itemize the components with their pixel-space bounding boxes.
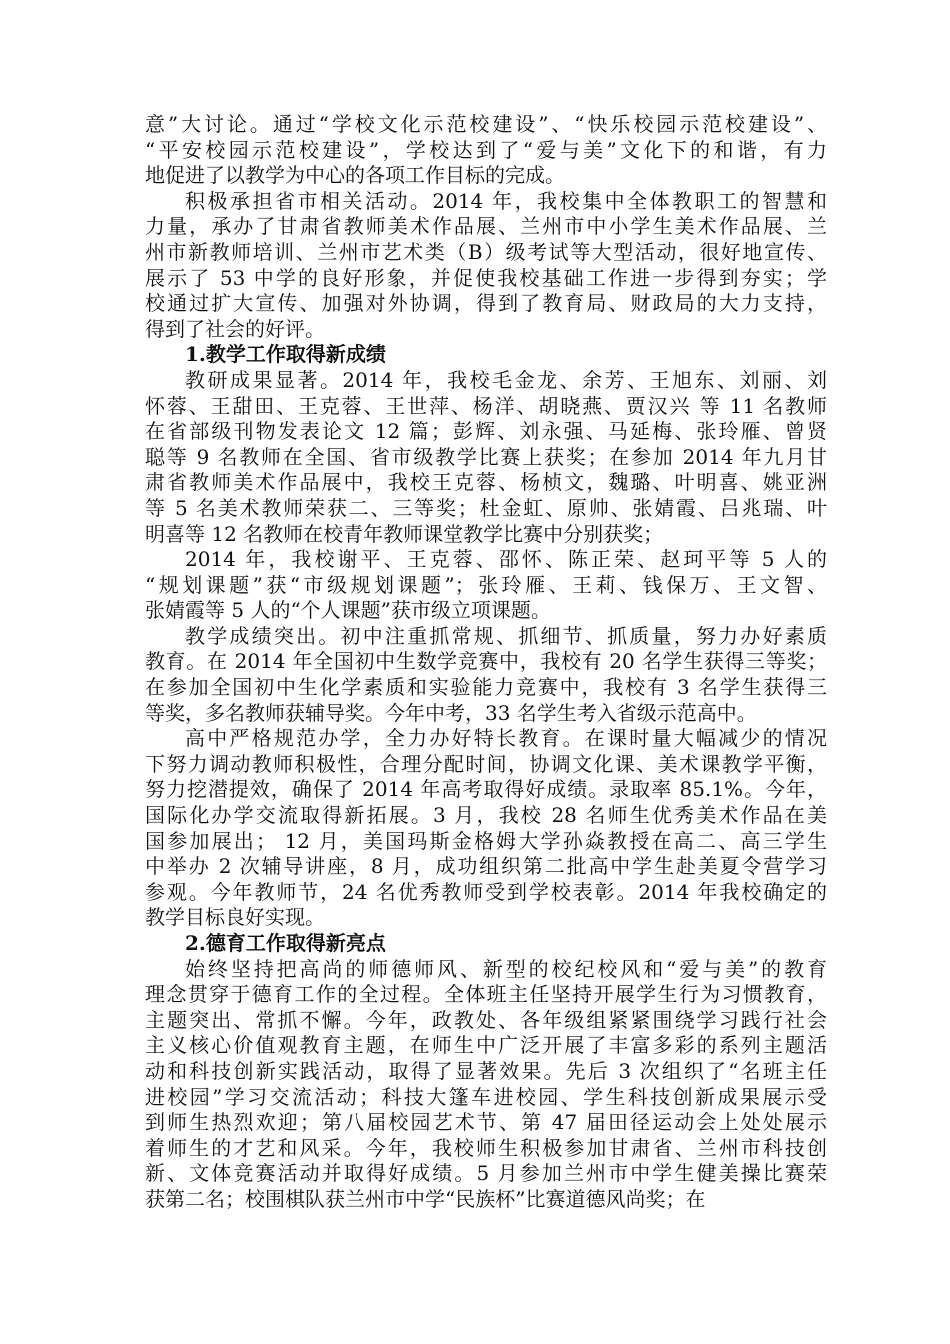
text-line: 参观。今年教师节，24 名优秀教师受到学校表彰。2014 年我校确定的 (145, 879, 827, 904)
text-line: 新、文体竞赛活动并取得好成绩。5 月参加兰州市中学生健美操比赛荣 (145, 1161, 827, 1186)
text-line: 努力挖潜提效，确保了 2014 年高考取得好成绩。录取率 85.1%。今年， (145, 777, 827, 802)
text-line: 校通过扩大宣传、加强对外协调，得到了教育局、财政局的大力支持， (145, 291, 827, 316)
document-page (145, 112, 827, 1213)
text-line: 肃省教师美术作品展中，我校王克蓉、杨桢文，魏璐、叶明喜、姚亚洲 (145, 470, 827, 495)
text-line: 地促进了以教学为中心的各项工作目标的完成。 (145, 163, 565, 188)
text-line: 教研成果显著。2014 年，我校毛金龙、余芳、王旭东、刘丽、刘 (185, 367, 827, 392)
section-heading: 2.德育工作取得新亮点 (185, 931, 386, 955)
text-line: 教学目标良好实现。 (145, 905, 325, 930)
text-line: 2014 年，我校谢平、王克蓉、邵怀、陈正荣、赵珂平等 5 人的 (185, 547, 827, 572)
text-line: 教学成绩突出。初中注重抓常规、抓细节、抓质量，努力办好素质 (185, 623, 827, 648)
text-line: 获第二名；校围棋队获兰州市中学“民族杯”比赛道德风尚奖；在 (145, 1186, 706, 1211)
text-line: 展示了 53 中学的良好形象，并促使我校基础工作进一步得到夯实；学 (145, 265, 827, 290)
text-line: 聪等 9 名教师在全国、省市级教学比赛上获奖；在参加 2014 年九月甘 (145, 444, 827, 469)
text-line: 怀蓉、王甜田、王克蓉、王世萍、杨洋、胡晓燕、贾汉兴 等 11 名教师 (145, 393, 827, 418)
text-line: “平安校园示范校建设”，学校达到了“爱与美”文化下的和谐，有力 (145, 137, 827, 162)
text-line: 主义核心价值观教育主题，在师生中广泛开展了丰富多彩的系列主题活 (145, 1033, 827, 1058)
text-line: “规划课题”获“市级规划课题”；张玲雁、王莉、钱保万、王文智、 (145, 572, 827, 597)
text-line: 着师生的才艺和风采。今年，我校师生积极参加甘肃省、兰州市科技创 (145, 1135, 827, 1160)
text-line: 中举办 2 次辅导讲座，8 月，成功组织第二批高中学生赴美夏令营学习 (145, 854, 827, 879)
text-line: 动和科技创新实践活动，取得了显著效果。先后 3 次组织了“名班主任 (145, 1058, 827, 1083)
text-line: 等 5 名美术教师荣获二、三等奖；杜金虹、原帅、张婧霞、吕兆瑞、叶 (145, 495, 827, 520)
text-line: 州市新教师培训、兰州市艺术类（B）级考试等大型活动，很好地宣传、 (145, 239, 827, 264)
text-line: 张婧霞等 5 人的“个人课题”获市级立项课题。 (145, 598, 551, 623)
text-line: 明喜等 12 名教师在校青年教师课堂教学比赛中分别获奖； (145, 521, 664, 546)
text-line: 等奖，多名教师获辅导奖。今年中考，33 名学生考入省级示范高中。 (145, 700, 757, 725)
text-line: 得到了社会的好评。 (145, 316, 325, 341)
text-line: 始终坚持把高尚的师德师风、新型的校纪校风和“爱与美”的教育 (185, 956, 827, 981)
text-line: 力量，承办了甘肃省教师美术作品展、兰州市中小学生美术作品展、兰 (145, 214, 827, 239)
text-line: 国参加展出； 12 月，美国玛斯金格姆大学孙焱教授在高二、高三学生 (145, 828, 827, 853)
text-line: 理念贯穿于德育工作的全过程。全体班主任坚持开展学生行为习惯教育， (145, 982, 827, 1007)
text-line: 积极承担省市相关活动。2014 年，我校集中全体教职工的智慧和 (185, 188, 827, 213)
text-line: 意”大讨论。通过“学校文化示范校建设”、“快乐校园示范校建设”、 (145, 112, 827, 136)
text-line: 国际化办学交流取得新拓展。3 月，我校 28 名师生优秀美术作品在美 (145, 803, 827, 828)
text-line: 在参加全国初中生化学素质和实验能力竞赛中，我校有 3 名学生获得三 (145, 675, 827, 700)
text-line: 高中严格规范办学，全力办好特长教育。在课时量大幅减少的情况 (185, 726, 827, 751)
text-line: 教育。在 2014 年全国初中生数学竞赛中，我校有 20 名学生获得三等奖； (145, 649, 827, 674)
text-line: 下努力调动教师积极性，合理分配时间，协调文化课、美术课教学平衡， (145, 751, 827, 776)
section-heading: 1.教学工作取得新成绩 (185, 342, 386, 367)
text-line: 主题突出、常抓不懈。今年，政教处、各年级组紧紧围绕学习践行社会 (145, 1007, 827, 1032)
text-line: 到师生热烈欢迎；第八届校园艺术节、第 47 届田径运动会上处处展示 (145, 1110, 827, 1135)
text-line: 在省部级刊物发表论文 12 篇；彭辉、刘永强、马延梅、张玲雁、曾贤 (145, 419, 827, 444)
text-line: 进校园”学习交流活动；科技大篷车进校园、学生科技创新成果展示受 (145, 1084, 827, 1109)
